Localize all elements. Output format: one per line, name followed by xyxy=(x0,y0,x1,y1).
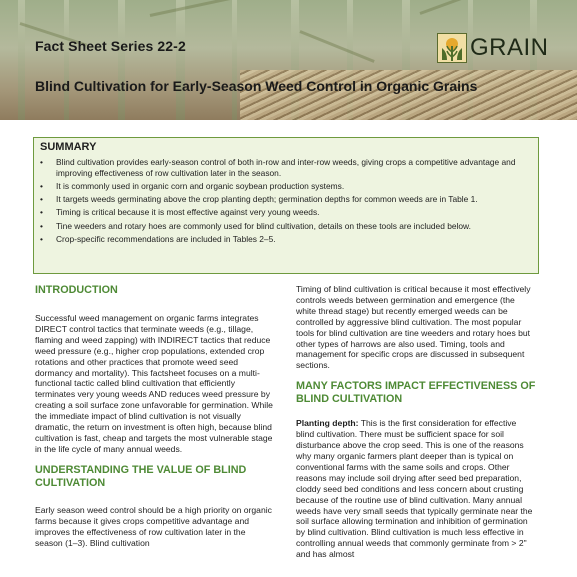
summary-list xyxy=(38,157,534,247)
summary-item-text: Timing is critical because it is most effective against very young weeds. xyxy=(56,207,320,218)
summary-item-text: Blind cultivation provides early-season control of both in-row and inter-row weeds, giving crops a competitive advantage and improving effectiveness of row cultivation later in the season. xyxy=(56,157,516,178)
summary-item xyxy=(38,157,534,179)
summary-item-text: It is commonly used in organic corn and organic soybean production systems. xyxy=(56,180,345,191)
timing-body: Timing of blind cultivation is critical because it most effectively controls weeds between germination and emergence (the white thread stage) but recently emerged weeds can be controlled by aggressive blind cultivation. The most popular tools for blind cultivation are tine weeders and rotary hoes but other types of harrows are also used. Timing, tools and management for specific crops are discussed in subsequent sections. xyxy=(296,284,531,371)
fact-sheet-series: Fact Sheet Series 22-2 xyxy=(35,38,186,54)
value-body: Early season weed control should be a high priority on organic farms because it gives crops competitive advantage and improves the effectiveness of row cultivation later in the season (1–3). Blind cultivation xyxy=(35,504,272,548)
banner-photo-stalk xyxy=(18,0,25,120)
bullet: • xyxy=(40,180,43,191)
banner-photo-stalk xyxy=(118,0,125,120)
planting-depth-body: This is the first consideration for effective blind cultivation. There must be sufficient space for soil disturbance above the crop seed. This is one of the reasons why many organic farmers plant deeper than is typical on conventional farms with the same soils and crops. Other reasons may include soil drying after seed bed preparation, cloddy seed bed conditions and less concern about crusting because of the routine use of blind cultivation. Many annual weeds have very small seeds that typically germinate near the soil surface allowing termination and inhibition of germination by blind cultivation. Blind cultivation is much less effective in controlling annual weeds that commonly germinate from > 2" and has almost xyxy=(296,418,533,560)
bullet: • xyxy=(40,233,43,244)
banner-photo-stalk xyxy=(232,0,237,120)
summary-item xyxy=(38,234,534,245)
value-heading: UNDERSTANDING THE VALUE OF BLIND CULTIVATION xyxy=(35,463,247,489)
grain-logo xyxy=(437,33,549,63)
bullet: • xyxy=(40,157,43,167)
banner-photo-stalk xyxy=(64,0,69,120)
summary-item-text: It targets weeds germinating above the crop planting depth; germination depths for common weeds are in Table 1. xyxy=(56,194,478,205)
banner-photo-leaf xyxy=(299,30,374,63)
grain-logo-text: GRAIN xyxy=(470,34,549,61)
introduction-heading: INTRODUCTION xyxy=(35,284,118,296)
introduction-body: Successful weed management on organic farms integrates DIRECT control tactics that terminate weeds (e.g., tillage, flaming and weed zapping) with INDIRECT tactics that reduce weed pressure (e.g., higher crop populations, extended crop rotations and other practices that promote weed seed dormancy and mortality). This factsheet focuses on a multi-functional tactic called blind cultivation that efficiently terminates very young weeds AND reduces weed pressure by creating a soil surface zone unfavorable for germination. While the immediate impact of blind cultivation is not visually dramatic, the return on investment is often high, because blind cultivation is fast, cheap and targets the most vulnerable stage in the life cycle of many annual weeds. xyxy=(35,313,273,454)
summary-item xyxy=(38,181,534,192)
banner-photo-stalk xyxy=(176,0,185,120)
factors-heading: MANY FACTORS IMPACT EFFECTIVENESS OF BLIND CULTIVATION xyxy=(296,380,536,406)
summary-item-text: Tine weeders and rotary hoes are commonly used for blind cultivation, details on these tools are included below. xyxy=(56,220,471,231)
summary-item-text: Crop-specific recommendations are included in Tables 2–5. xyxy=(56,233,276,244)
bullet: • xyxy=(40,220,43,231)
left-column xyxy=(35,284,275,548)
summary-box xyxy=(33,137,539,274)
bullet: • xyxy=(40,194,43,205)
summary-item xyxy=(38,207,534,218)
banner-photo-leaf xyxy=(419,0,514,15)
banner-photo-leaf xyxy=(150,0,239,17)
header-banner xyxy=(0,0,577,120)
summary-item xyxy=(38,221,534,232)
planting-depth-label: Planting depth: xyxy=(296,418,359,429)
summary-heading: SUMMARY xyxy=(40,141,97,153)
right-column xyxy=(296,284,536,560)
grain-logo-icon xyxy=(437,33,467,63)
bullet: • xyxy=(40,207,43,218)
page-title: Blind Cultivation for Early-Season Weed Control in Organic Grains xyxy=(35,78,478,94)
summary-item xyxy=(38,194,534,205)
planting-depth-paragraph xyxy=(296,418,536,560)
